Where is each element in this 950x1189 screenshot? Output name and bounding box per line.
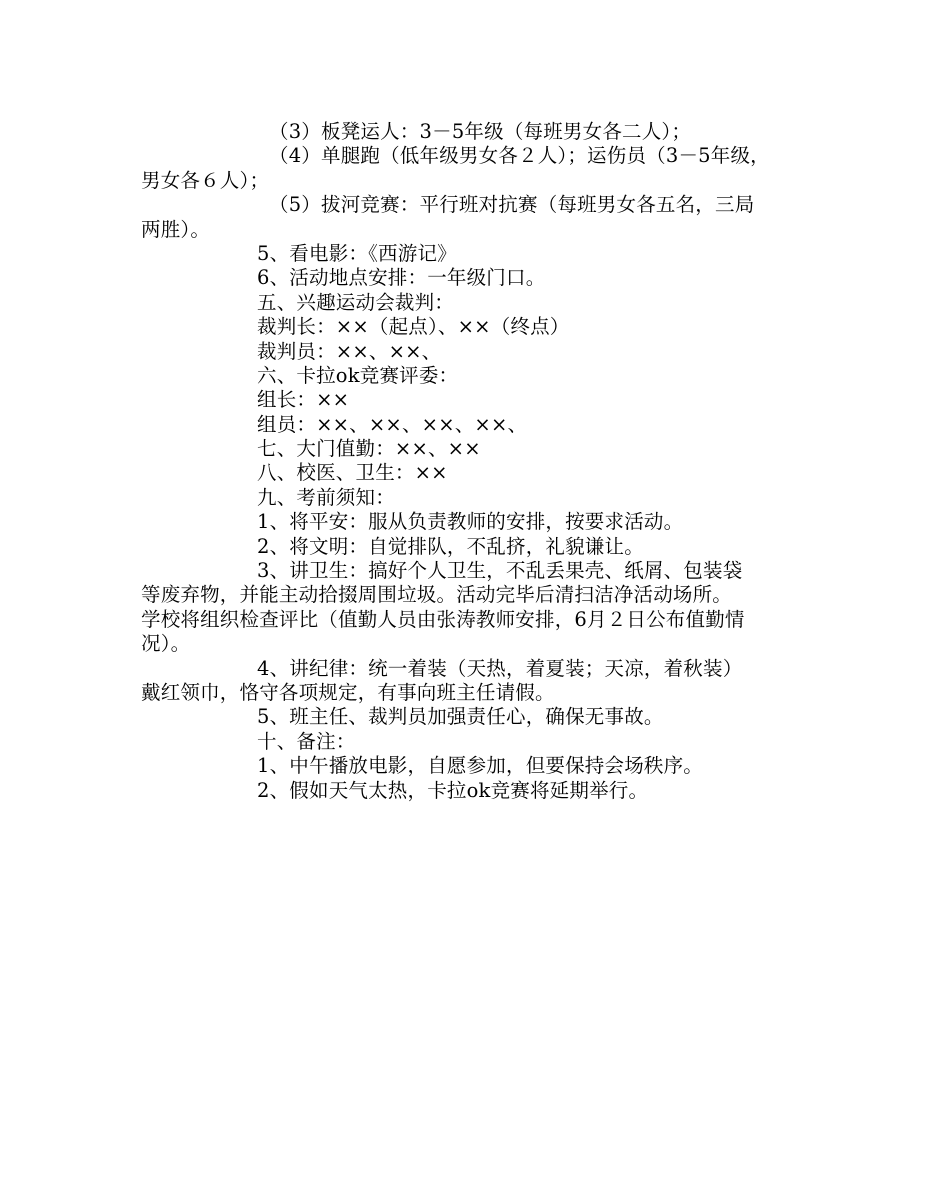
section-heading: 十、备注： <box>257 729 356 753</box>
section-heading: 七、大门值勤：××、×× <box>257 437 481 461</box>
text-line: 况）。 <box>141 632 191 656</box>
text-line: 2、假如天气太热，卡拉ok竞赛将延期举行。 <box>257 778 649 802</box>
section-heading: 五、兴趣运动会裁判： <box>257 290 455 314</box>
document-body <box>141 120 821 803</box>
text-line: 裁判员：××、××、 <box>257 339 442 363</box>
text-line: 学校将组织检查评比（值勤人员由张涛教师安排，6月２日公布值勤情 <box>141 607 745 631</box>
section-heading: 九、考前须知： <box>257 485 395 509</box>
text-line: 男女各６人）； <box>141 168 270 192</box>
text-line: 戴红领巾，恪守各项规定，有事向班主任请假。 <box>141 680 555 704</box>
text-line: 组员：××、××、××、××、 <box>257 412 528 436</box>
text-line: 组长：×× <box>257 388 350 412</box>
text-line: 3、讲卫生：搞好个人卫生，不乱丢果壳、纸屑、包装袋 <box>257 559 743 583</box>
text-line: 1、中午播放电影，自愿参加，但要保持会场秩序。 <box>257 754 704 778</box>
text-line: 裁判长：××（起点）、××（终点） <box>257 315 570 339</box>
text-line: 4、讲纪律：统一着装（天热，着夏装；天凉，着秋装） <box>257 656 743 680</box>
text-line: （5）拔河竞赛：平行班对抗赛（每班男女各五名，三局 <box>269 193 755 217</box>
text-line: 6、活动地点安排：一年级门口。 <box>257 266 546 290</box>
text-line: 5、看电影：《西游记》 <box>257 241 457 265</box>
text-line: 5、班主任、裁判员加强责任心，确保无事故。 <box>257 705 664 729</box>
text-line: （4）单腿跑（低年级男女各２人）；运伤员（3－5年级， <box>269 144 770 168</box>
text-line: 2、将文明：自觉排队，不乱挤，礼貌谦让。 <box>257 534 644 558</box>
text-line: 1、将平安：服从负责教师的安排，按要求活动。 <box>257 510 684 534</box>
text-line: （3）板凳运人：3－5年级（每班男女各二人）； <box>269 120 692 143</box>
text-line: 两胜）。 <box>141 217 211 241</box>
section-heading: 八、校医、卫生：×× <box>257 461 448 485</box>
section-heading: 六、卡拉ok竞赛评委： <box>257 363 459 387</box>
text-line: 等废弃物，并能主动拾掇周围垃圾。活动完毕后清扫洁净活动场所。 <box>141 583 733 607</box>
